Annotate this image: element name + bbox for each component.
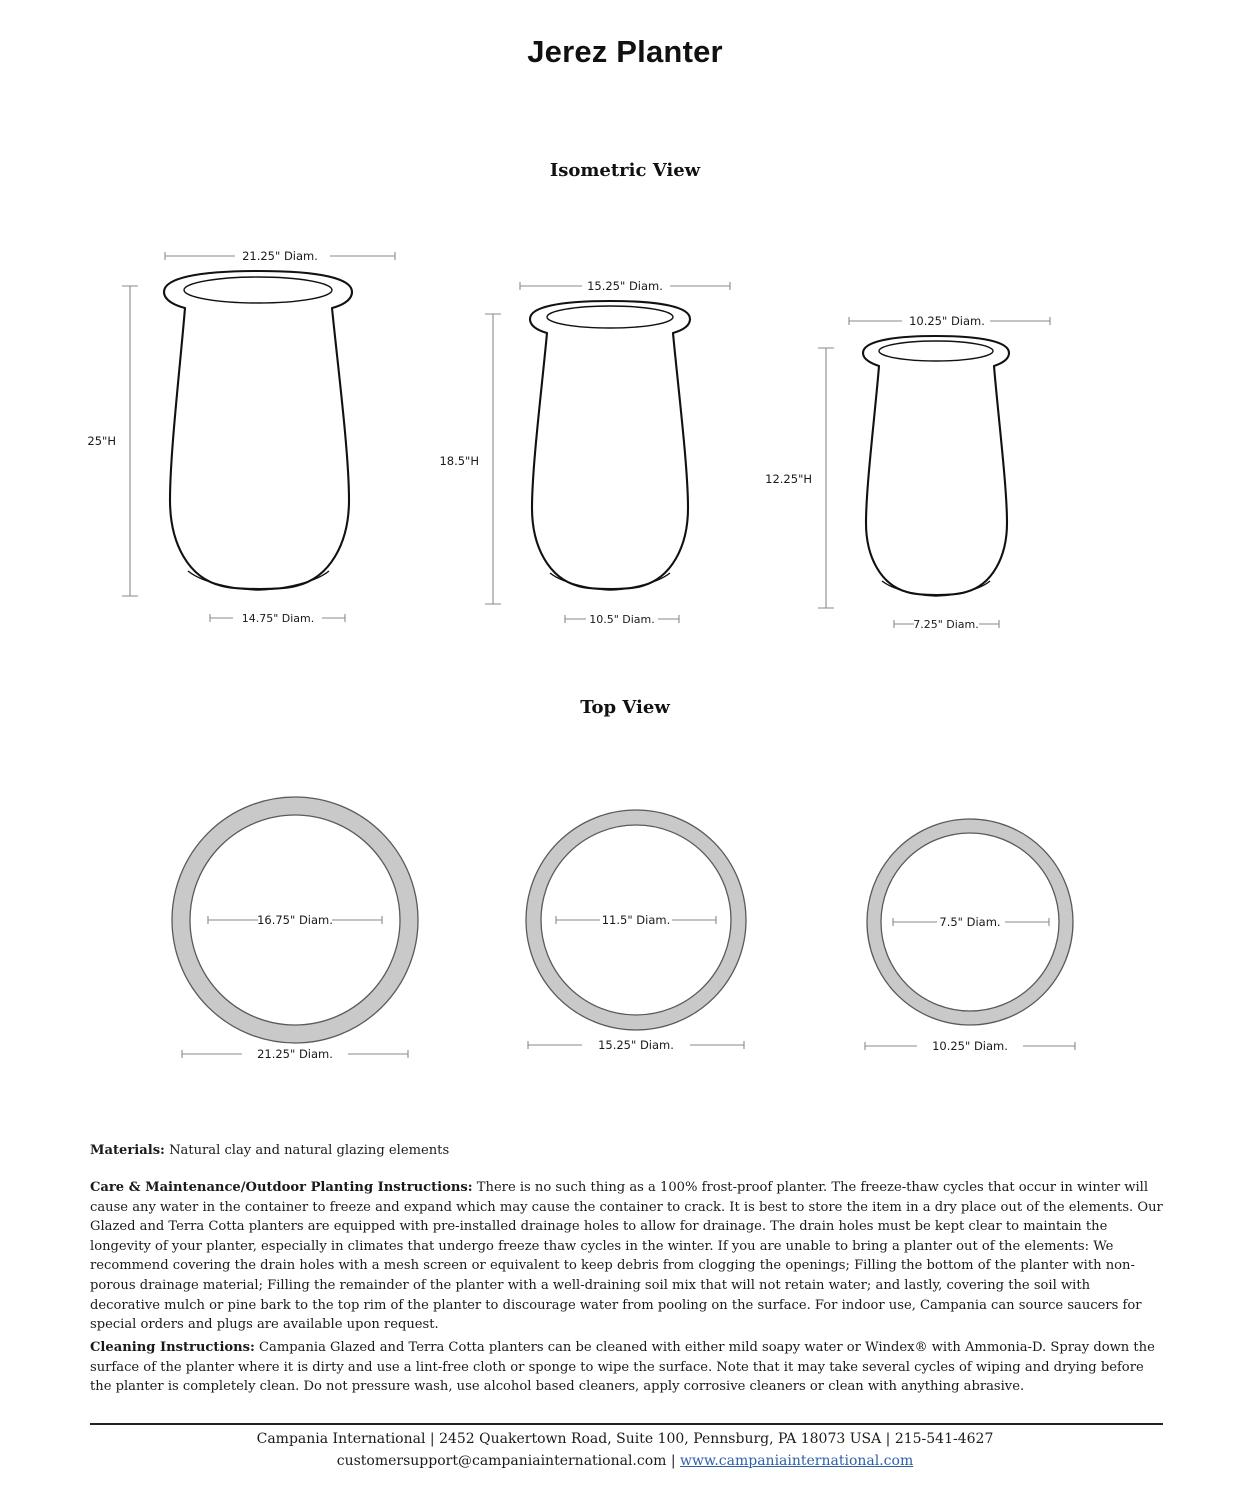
dimension-base-small <box>894 618 999 631</box>
dimension-outer-large-label: 21.25" Diam. <box>257 1047 333 1061</box>
care-maintenance-paragraph <box>90 1178 1163 1335</box>
dimension-base-large-label: 14.75" Diam. <box>241 612 315 625</box>
isometric-planter-medium <box>439 270 762 640</box>
materials-paragraph <box>90 1141 1163 1161</box>
page-title: Jerez Planter <box>527 34 723 69</box>
isometric-view-heading: Isometric View <box>549 160 701 181</box>
isometric-planter-large <box>87 238 420 638</box>
dimension-outer-medium <box>528 1038 744 1052</box>
dimension-height-medium-label: 18.5"H <box>439 454 479 468</box>
footer-separator: | <box>666 1453 681 1469</box>
planter-body-large <box>164 271 352 590</box>
dimension-base-small-label: 7.25" Diam. <box>913 618 979 631</box>
top-view-ring-small <box>855 815 1105 1067</box>
dimension-inner-medium-label: 11.5" Diam. <box>601 913 671 927</box>
dimension-height-small <box>765 348 834 608</box>
dimension-height-medium <box>439 314 501 604</box>
dimension-top-medium-label: 15.25" Diam. <box>587 279 663 293</box>
top-view-ring-medium <box>516 805 776 1067</box>
cleaning-text: Campania Glazed and Terra Cotta planters can be cleaned with either mild soapy water or Windex® with Ammonia-D. Spray down the surface of the planter where it is dirty and use a lint-free cloth or sponge to wipe the surface. Note that it may take several cycles of wiping and drying before the planter is completely clean. Do not pressure wash, use alcohol based cleaners, apply corrosive cleaners or clean with anything abrasive. <box>90 1340 1155 1395</box>
dimension-base-medium <box>565 613 679 626</box>
footer-divider <box>90 1423 1163 1425</box>
footer-email[interactable]: customersupport@campaniainternational.com <box>336 1453 667 1469</box>
isometric-planter-small <box>765 305 1082 645</box>
dimension-outer-large <box>182 1047 408 1061</box>
dimension-outer-medium-label: 15.25" Diam. <box>598 1038 674 1052</box>
materials-text: Natural clay and natural glazing elements <box>164 1143 450 1158</box>
footer-company-line: Campania International | 2452 Quakertown Road, Suite 100, Pennsburg, PA 18073 USA | 215-541-4627 <box>256 1431 994 1447</box>
dimension-inner-large-label: 16.75" Diam. <box>257 913 333 927</box>
dimension-top-large <box>165 249 395 263</box>
dimension-top-small-label: 10.25" Diam. <box>909 314 985 328</box>
planter-body-small <box>863 336 1009 596</box>
materials-label: Materials: <box>90 1143 165 1158</box>
care-text: There is no such thing as a 100% frost-proof planter. The freeze-thaw cycles that occur in winter will cause any water in the container to freeze and expand which may cause the container to crack. It is best to store the item in a dry place out of the elements. Our Glazed and Terra Cotta planters are equipped with pre-installed drainage holes to allow for drainage. The drain holes must be kept clear to maintain the longevity of your planter, especially in climates that undergo freeze thaw cycles in the winter. If you are unable to bring a planter out of the elements: We recommend covering the drain holes with a mesh screen or equivalent to keep debris from clogging the openings; Filling the bottom of the planter with non-porous drainage material; Filling the remainder of the planter with a well-draining soil mix that will not retain water; and lastly, covering the soil with decorative mulch or pine bark to the top rim of the planter to discourage water from pooling on the surface. For indoor use, Campania can source saucers for special orders and plugs are available upon request. <box>90 1180 1163 1333</box>
footer-website-link[interactable]: www.campaniainternational.com <box>680 1453 914 1469</box>
dimension-outer-small <box>865 1039 1075 1053</box>
cleaning-instructions-paragraph <box>90 1338 1163 1397</box>
dimension-outer-small-label: 10.25" Diam. <box>932 1039 1008 1053</box>
dimension-base-large <box>210 612 345 625</box>
dimension-height-large <box>87 286 138 596</box>
dimension-height-small-label: 12.25"H <box>765 472 812 486</box>
top-view-ring-large <box>160 795 450 1080</box>
care-label: Care & Maintenance/Outdoor Planting Instructions: <box>90 1180 473 1195</box>
dimension-height-large-label: 25"H <box>87 434 116 448</box>
dimension-base-medium-label: 10.5" Diam. <box>589 613 655 626</box>
dimension-inner-small-label: 7.5" Diam. <box>939 915 1001 929</box>
dimension-top-large-label: 21.25" Diam. <box>242 249 318 263</box>
footer-contact-line <box>0 1450 1250 1472</box>
dimension-top-small <box>849 314 1050 328</box>
top-view-heading: Top View <box>580 697 670 718</box>
footer <box>0 1428 1250 1472</box>
planter-body-medium <box>530 301 690 590</box>
dimension-top-medium <box>520 279 730 293</box>
cleaning-label: Cleaning Instructions: <box>90 1340 255 1355</box>
